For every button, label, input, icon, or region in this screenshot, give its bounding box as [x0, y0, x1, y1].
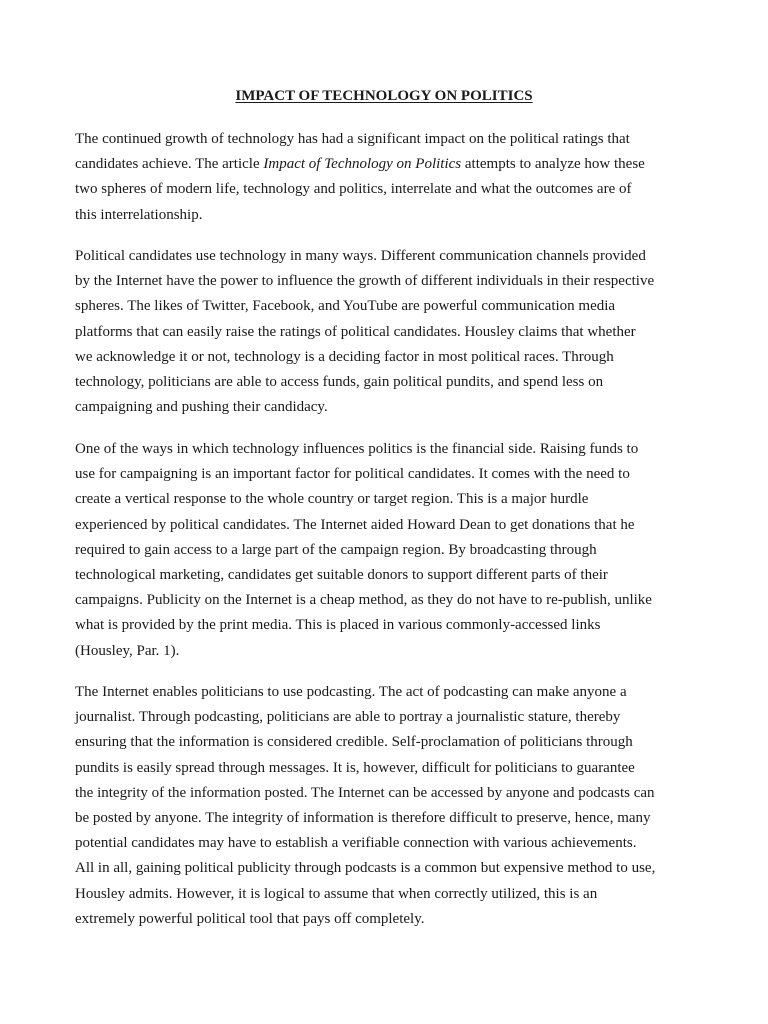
paragraph-line: campaigns. Publicity on the Internet is a cheap method, as they do not have to re-publish, unlike — [75, 592, 652, 609]
paragraph-line: potential candidates may have to establish a verifiable connection with various achievements. — [75, 835, 637, 852]
paragraph-line — [75, 152, 695, 177]
document-title: IMPACT OF TECHNOLOGY ON POLITICS — [235, 88, 533, 104]
paragraph-line: Housley admits. However, it is logical to assume that when correctly utilized, this is an — [75, 885, 598, 902]
paragraph-line: All in all, gaining political publicity through podcasts is a common but expensive method to use, — [75, 860, 656, 877]
paragraph-line: The continued growth of technology has had a significant impact on the political ratings that — [75, 131, 630, 147]
paragraph-2 — [75, 244, 695, 420]
paragraph-line: the integrity of the information posted. The Internet can be accessed by anyone and podcasts can — [75, 784, 655, 801]
line-text: attempts to analyze how these — [461, 156, 645, 173]
paragraph-4 — [75, 680, 695, 932]
paragraph-1 — [75, 127, 695, 228]
paragraph-line: required to gain access to a large part of the campaign region. By broadcasting through — [75, 541, 597, 558]
paragraph-line: by the Internet have the power to influence the growth of different individuals in their respective — [75, 273, 655, 290]
paragraph-line: what is provided by the print media. This is placed in various commonly-accessed links — [75, 617, 601, 634]
paragraph-line: experienced by political candidates. The Internet aided Howard Dean to get donations that he — [75, 516, 635, 533]
line-text: candidates achieve. The article — [75, 156, 264, 173]
paragraph-line: spheres. The likes of Twitter, Facebook, and YouTube are powerful communication media — [75, 298, 616, 315]
paragraph-line: two spheres of modern life, technology and politics, interrelate and what the outcomes are of — [75, 181, 632, 198]
paragraph-line: campaigning and pushing their candidacy. — [75, 399, 328, 416]
paragraph-line: extremely powerful political tool that pays off completely. — [75, 910, 425, 927]
paragraph-line: ensuring that the information is considered credible. Self-proclamation of politicians through — [75, 734, 633, 751]
paragraph-line: be posted by anyone. The integrity of information is therefore difficult to preserve, hence, many — [75, 810, 651, 827]
paragraph-line: The Internet enables politicians to use podcasting. The act of podcasting can make anyone a — [75, 684, 627, 700]
paragraph-3 — [75, 437, 695, 664]
paragraph-line: this interrelationship. — [75, 206, 203, 223]
paragraph-line: platforms that can easily raise the ratings of political candidates. Housley claims that whether — [75, 323, 636, 340]
paragraph-line: technological marketing, candidates get suitable donors to support different parts of their — [75, 567, 608, 584]
paragraph-line: use for campaigning is an important factor for political candidates. It comes with the need to — [75, 466, 630, 483]
paragraph-line: One of the ways in which technology influences politics is the financial side. Raising funds to — [75, 441, 639, 457]
article-title-italic: Impact of Technology on Politics — [263, 156, 462, 173]
paragraph-line: pundits is easily spread through messages. It is, however, difficult for politicians to guarantee — [75, 759, 635, 776]
paragraph-line: Political candidates use technology in many ways. Different communication channels provided — [75, 248, 646, 264]
paragraph-line: create a vertical response to the whole country or target region. This is a major hurdle — [75, 491, 589, 508]
paragraph-line: we acknowledge it or not, technology is a deciding factor in most political races. Through — [75, 348, 614, 365]
paragraph-line: journalist. Through podcasting, politicians are able to portray a journalistic stature, thereby — [75, 709, 621, 726]
paragraph-line: (Housley, Par. 1). — [75, 642, 180, 659]
paragraph-line: technology, politicians are able to access funds, gain political pundits, and spend less on — [75, 374, 604, 391]
